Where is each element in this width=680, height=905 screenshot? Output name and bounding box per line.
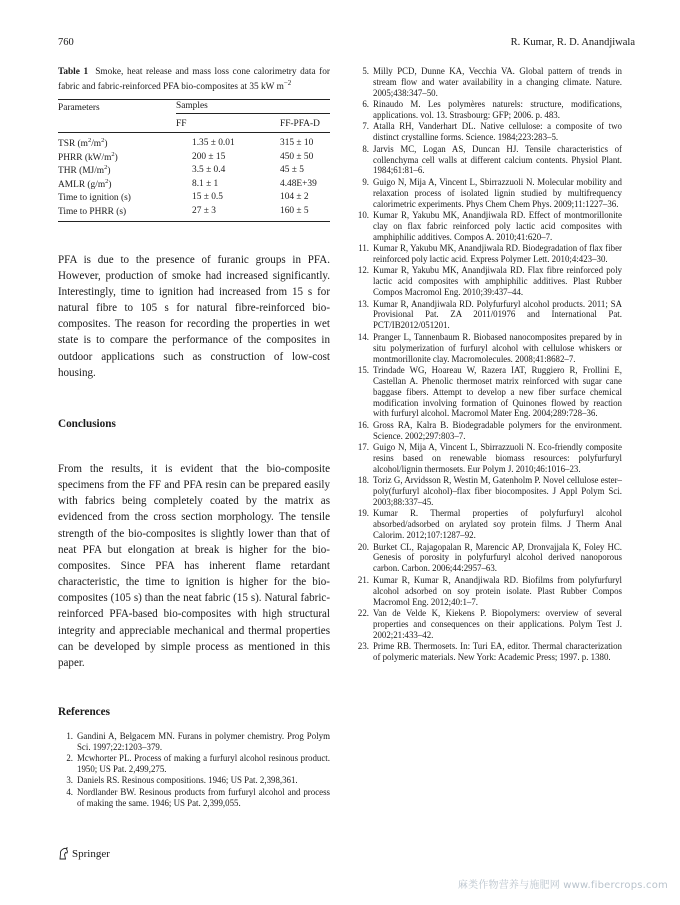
conclusions-heading: Conclusions bbox=[58, 417, 116, 430]
reference-number: 6. bbox=[362, 99, 369, 110]
table-cell-ff: 1.35 ± 0.01 bbox=[192, 138, 235, 149]
reference-item bbox=[352, 99, 622, 121]
table-cell-parameter: AMLR $(g/m^2)$ bbox=[58, 177, 112, 190]
table-header-samples bbox=[176, 99, 330, 116]
reference-item bbox=[352, 210, 622, 243]
reference-text: Kumar R, Anandjiwala RD. Polyfurfuryl alcohol products. 2011; SA Provisional Pat. ZA 2011/01976 and International Pat. PCT/IB2012/051201. bbox=[373, 298, 622, 331]
table-cell-ff-pfa-d: 450 ± 50 bbox=[280, 151, 314, 162]
reference-text: Kumar R. Thermal properties of polyfurfuryl alcohol absorbed/adsorbed on arylated soy protein films. J Therm Anal Calorim. 2012;107:1287–92. bbox=[373, 508, 622, 541]
reference-number: 5. bbox=[362, 66, 369, 76]
reference-item bbox=[352, 332, 622, 365]
reference-item bbox=[352, 542, 622, 575]
reference-text: Kumar R, Kumar R, Anandjiwala RD. Biofilms from polyfurfuryl alcohol adsorbed on soy protein isolate. Plast Rubber Compos Macromol Eng. 2012;40:1–7. bbox=[373, 574, 622, 607]
table-header-ff-pfa-d: FF-PFA-D bbox=[280, 116, 330, 133]
reference-item bbox=[58, 787, 330, 809]
reference-number: 10. bbox=[357, 209, 369, 220]
table-cell-parameter: Time to PHRR (s) bbox=[58, 207, 127, 217]
table-cell-parameter: PHRR $(kW/m^2)$ bbox=[58, 150, 118, 163]
reference-number: 23. bbox=[357, 641, 369, 651]
reference-item bbox=[352, 442, 622, 475]
references-heading: References bbox=[58, 705, 110, 718]
reference-text: Daniels RS. Resinous compositions. 1946; US Pat. 2,398,361. bbox=[77, 775, 298, 786]
table-body bbox=[58, 137, 330, 218]
reference-text: Atalla RH, Vanderhart DL. Native cellulose: a composite of two distinct crystalline forms. Science. 1984;223:283–5. bbox=[373, 121, 622, 143]
reference-number: 1. bbox=[66, 730, 73, 741]
table-cell-ff: 3.5 ± 0.4 bbox=[192, 165, 226, 176]
reference-item bbox=[352, 66, 622, 99]
table-header-ff: FF bbox=[176, 116, 280, 133]
calorimetry-table bbox=[58, 99, 330, 222]
reference-number: 22. bbox=[357, 607, 369, 618]
reference-number: 3. bbox=[66, 775, 73, 786]
publisher-name: Springer bbox=[72, 847, 110, 860]
reference-item bbox=[352, 641, 622, 663]
table-caption-text: Smoke, heat release and mass loss cone calorimetry data for fabric and fabric-reinforced PFA bio-composites at 35 kW m bbox=[58, 67, 330, 93]
reference-text: Mcwhorter PL. Process of making a furfuryl alcohol resinous product. 1950; US Pat. 2,499,275. bbox=[77, 753, 330, 775]
reference-text: Trindade WG, Hoareau W, Razera IAT, Ruggiero R, Frollini E, Castellan A. Phenolic thermoset matrix reinforced with sugar cane baggase fibers. Attempt to develop a new fiber surface chemical modification involving formation of Quinones flowed by reaction with furfuryl alcohol. Macromol Mater Eng. 2004;289:728–36. bbox=[373, 364, 622, 419]
reference-text: Kumar R, Yakubu MK, Anandjiwala RD. Effect of montmorillonite clay on flax fabric reinforced poly lactic acid composites with amphiphilic additives. Compos A. 2010;41:620–7. bbox=[373, 209, 622, 242]
reference-text: Kumar R, Yakubu MK, Anandjiwala RD. Flax fibre reinforced poly lactic acid composites with amphiphilic additives. Plast Rubber Compos Macromol Eng. 2010;39:437–44. bbox=[373, 265, 622, 298]
table-cell-ff: 8.1 ± 1 bbox=[192, 178, 219, 189]
references-list-left bbox=[58, 731, 330, 809]
reference-number: 11. bbox=[358, 243, 369, 254]
reference-item bbox=[352, 365, 622, 420]
reference-text: Van de Velde K, Kiekens P. Biopolymers: overview of several properties and consequences on their applications. Polym Test J. 2002;21:433–42. bbox=[373, 607, 622, 640]
table-cell-ff-pfa-d: 104 ± 2 bbox=[280, 192, 309, 203]
table-cell-ff: 27 ± 3 bbox=[192, 205, 216, 216]
reference-item bbox=[352, 144, 622, 177]
table-cell-ff: 15 ± 0.5 bbox=[192, 192, 223, 203]
references-list-right bbox=[352, 66, 622, 663]
reference-text: Rinaudo M. Les polymères naturels: structure, modifications, applications. vol. 13. Strasbourg: GFP; 2006. p. 483. bbox=[373, 99, 622, 121]
table-caption bbox=[58, 67, 330, 94]
table-caption-sup: −2 bbox=[283, 79, 292, 88]
reference-item bbox=[352, 243, 622, 265]
reference-item bbox=[58, 775, 330, 786]
left-column bbox=[58, 67, 330, 809]
reference-item bbox=[352, 508, 622, 541]
table-row bbox=[58, 150, 330, 164]
reference-item bbox=[352, 265, 622, 298]
table-cell-ff-pfa-d: 315 ± 10 bbox=[280, 138, 314, 149]
reference-item bbox=[352, 608, 622, 641]
reference-text: Nordlander BW. Resinous products from furfuryl alcohol and process of making the same. 1946; US Pat. 2,399,055. bbox=[77, 786, 330, 808]
reference-item bbox=[352, 575, 622, 608]
publisher-footer bbox=[58, 847, 110, 860]
reference-number: 2. bbox=[66, 753, 73, 764]
reference-item bbox=[352, 420, 622, 442]
reference-item bbox=[352, 121, 622, 143]
springer-horse-icon bbox=[58, 847, 69, 860]
reference-text: Toriz G, Arvidsson R, Westin M, Gatenholm P. Novel cellulose ester–poly(furfuryl alcohol)–flax fiber biocomposites. J Appl Polym Sci. 2003;88:337–45. bbox=[373, 475, 622, 508]
table-row bbox=[58, 177, 330, 191]
running-header-authors: R. Kumar, R. D. Anandjiwala bbox=[510, 37, 635, 48]
table-row bbox=[58, 137, 330, 151]
table-cell-parameter: Time to ignition (s) bbox=[58, 193, 131, 204]
reference-number: 21. bbox=[357, 574, 369, 585]
reference-item bbox=[352, 475, 622, 508]
reference-number: 14. bbox=[357, 331, 369, 342]
reference-item bbox=[58, 731, 330, 753]
reference-text: Guigo N, Mija A, Vincent L, Sbirrazzuoli N. Eco-friendly composite resins based on renewable biomass resources: polyfurfuryl alcohol/lignin thermosets. Eur Polym J. 2010;46:1016–23. bbox=[373, 442, 622, 474]
reference-item bbox=[352, 299, 622, 332]
reference-number: 9. bbox=[362, 176, 369, 187]
reference-number: 19. bbox=[357, 508, 369, 519]
right-column bbox=[352, 66, 622, 663]
reference-number: 20. bbox=[357, 541, 369, 552]
table-row bbox=[58, 191, 330, 205]
table-label: Table 1 bbox=[58, 67, 89, 77]
reference-text: Prime RB. Thermosets. In: Turi EA, editor. Thermal characterization of polymeric materials. New York: Academic Press; 1997. p. 1380. bbox=[373, 641, 622, 662]
table-cell-ff-pfa-d: 45 ± 5 bbox=[280, 165, 304, 176]
reference-text: Gross RA, Kalra B. Biodegradable polymers for the environment. Science. 2002;297:803–7. bbox=[373, 419, 622, 441]
conclusions-paragraph: From the results, it is evident that the bio-composite specimens from the FF and PFA resin can be prepared easily with fabrics being completely coated by the matrix as evidenced from the cross section morphology. The tensile strength of the bio-composites is slightly lower than that of neat PFA but elongation at break is higher for the bio-composites. Since PFA has inherent flame retardant characteristic, the time to ignition is higher for the bio-composites (105 s) than the neat fabric (15 s). Natural fabric-reinforced PFA-based bio-composites with high structural integrity and appreciable mechanical and thermal properties can be developed by simple process as mentioned in this paper. bbox=[58, 462, 330, 669]
reference-text: Gandini A, Belgacem MN. Furans in polymer chemistry. Prog Polym Sci. 1997;22:1203–379. bbox=[77, 730, 330, 752]
table-row bbox=[58, 204, 330, 218]
reference-item bbox=[58, 753, 330, 775]
reference-number: 8. bbox=[362, 143, 369, 154]
table-cell-ff-pfa-d: 4.48E+39 bbox=[280, 178, 317, 189]
table-cell-parameter: TSR $(m^2/m^2)$ bbox=[58, 137, 108, 150]
reference-text: Guigo N, Mija A, Vincent L, Sbirrazzuoli N. Molecular mobility and relaxation process of isolated lignin studied by multifrequency calorimetric experiments. Phys Chem Chem Phys. 2009;11:1227–36. bbox=[373, 176, 622, 209]
table-cell-ff: 200 ± 15 bbox=[192, 151, 226, 162]
reference-item bbox=[352, 177, 622, 210]
table-row bbox=[58, 164, 330, 178]
reference-text: Milly PCD, Dunne KA, Vecchia VA. Global pattern of trends in stream flow and water availability in a changing climate. Nature. 2005;438:347–50. bbox=[373, 66, 622, 98]
reference-number: 13. bbox=[357, 298, 369, 309]
reference-number: 15. bbox=[357, 364, 369, 375]
reference-text: Jarvis MC, Logan AS, Duncan HJ. Tensile characteristics of collenchyma cell walls at different calcium contents. Physiol Plant. 1984;61:81–6. bbox=[373, 143, 622, 176]
table-cell-ff-pfa-d: 160 ± 5 bbox=[280, 205, 309, 216]
table-header-samples-label: Samples bbox=[176, 101, 330, 114]
paragraph-pfa-smoke: PFA is due to the presence of furanic groups in PFA. However, production of smoke had increased significantly. Interestingly, time to ignition had increased from 15 s for natural fibre to 105 s for natural fibre-reinforced bio-composites. The reason for recording the properties in wet state is to compare the performance of the composites in outdoor applications such as construction of low-cost housing. bbox=[58, 253, 330, 379]
table-cell-parameter: THR $(MJ/m^2)$ bbox=[58, 164, 111, 177]
reference-number: 17. bbox=[357, 442, 369, 453]
reference-number: 4. bbox=[66, 786, 73, 797]
reference-text: Pranger L, Tannenbaum R. Biobased nanocomposites prepared by in situ polymerization of furfuryl alcohol with cellulose whiskers or montmorillonite clay. Macromolecules. 2008;41:8682–7. bbox=[373, 331, 622, 364]
table-header-parameters: Parameters bbox=[58, 99, 176, 116]
watermark-text: 麻类作物营养与施肥网 www.fibercrops.com bbox=[457, 880, 668, 891]
reference-number: 18. bbox=[357, 475, 369, 486]
reference-text: Kumar R, Yakubu MK, Anandjiwala RD. Biodegradation of flax fiber reinforced poly lactic acid. Express Polymer Lett. 2010;4:423–30. bbox=[373, 243, 622, 265]
reference-number: 16. bbox=[357, 419, 369, 430]
reference-text: Burket CL, Rajagopalan R, Marencic AP, Dronvajjala K, Foley HC. Genesis of porosity in polyfurfuryl alcohol derived nanoporous carbon. Carbon. 2006;44:2957–63. bbox=[373, 541, 622, 574]
reference-number: 7. bbox=[362, 121, 369, 132]
page-number: 760 bbox=[58, 37, 74, 48]
reference-number: 12. bbox=[357, 265, 369, 276]
